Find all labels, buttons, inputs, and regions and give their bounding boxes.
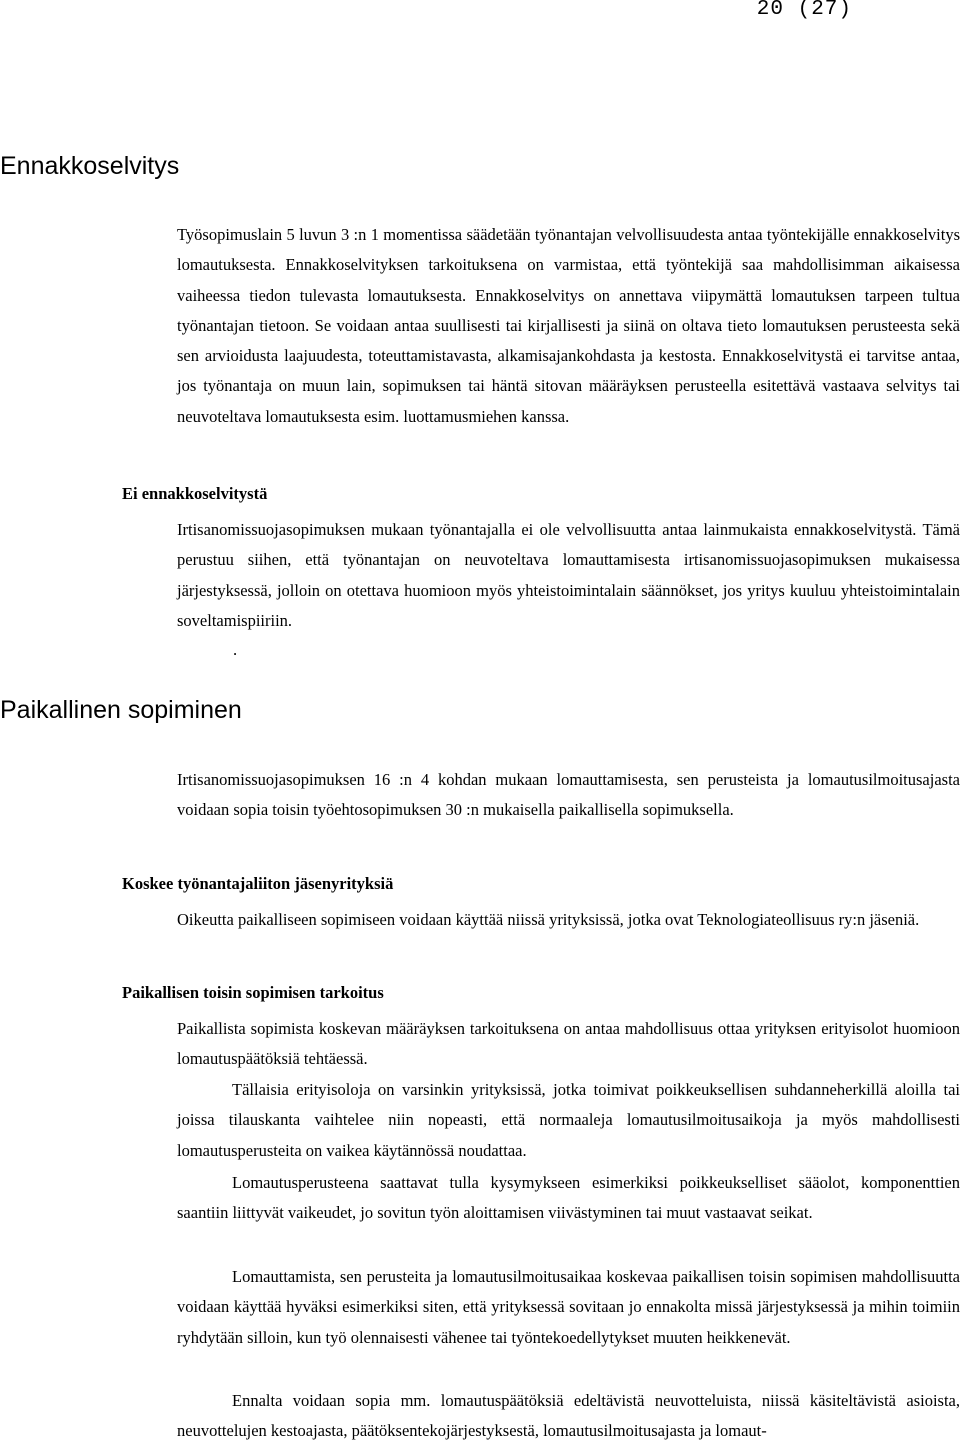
paragraph-tarkoitus-1: Paikallista sopimista koskevan määräyksen tarkoituksena on antaa mahdollisuus ottaa yrityksen erityisolot huomioon lomautuspäätöksiä tehtäessä. bbox=[177, 1019, 960, 1069]
stray-mark: . bbox=[233, 640, 238, 659]
subheading-tarkoitus: Paikallisen toisin sopimisen tarkoitus bbox=[122, 983, 384, 1002]
section-title-ennakkoselvitys: Ennakkoselvitys bbox=[0, 152, 180, 180]
page-number: 20 (27) bbox=[756, 0, 852, 21]
paragraph-tarkoitus-3: Lomautusperusteena saattavat tulla kysymykseen esimerkiksi poikkeukselliset sääolot, komponenttien saantiin liittyvät vaikeudet, jo sovitun työn aloittamisen viivästyminen tai muut vastaavat seikat. bbox=[177, 1173, 960, 1223]
section-title-paikallinen-sopiminen: Paikallinen sopiminen bbox=[0, 696, 242, 724]
paragraph-ei-ennakkoselvitysta: Irtisanomissuojasopimuksen mukaan työnantajalla ei ole velvollisuutta antaa lainmukaista ennakkoselvitystä. Tämä perustuu siihen, että työnantajan on neuvoteltava lomauttamisesta irtisanomissuojasopimuksen mukaisessa järjestyksessä, jolloin on otettava huomioon myös yhteistoimintalain säännökset, jos yritys kuuluu yhteistoimintalain soveltamispiiriin. bbox=[177, 520, 960, 630]
paragraph-ennakkoselvitys: Työsopimuslain 5 luvun 3 :n 1 momentissa säädetään työnantajan velvollisuudesta antaa työntekijälle ennakkoselvitys lomautuksesta. Ennakkoselvityksen tarkoituksena on varmistaa, että työntekijä saa mahdollisimman aikaisessa vaiheessa tiedon tulevasta lomautuksesta. Ennakkoselvitys on annettava viipymättä lomautuksen tarpeen tultua työnantajan tietoon. Se voidaan antaa suullisesti tai kirjallisesti ja siinä on oltava tieto lomautuksen perusteesta sekä sen arvioidusta laajuudesta, toteuttamistavasta, alkamisajankohdasta ja kestosta. Ennakkoselvitystä ei tarvitse antaa, jos työnantaja on muun lain, sopimuksen tai häntä sitovan määräyksen perusteella esitettävä vastaava selvitys tai neuvoteltava lomautuksesta esim. luottamusmiehen kanssa. bbox=[177, 225, 960, 426]
paragraph-tarkoitus-5: Ennalta voidaan sopia mm. lomautuspäätöksiä edeltävistä neuvotteluista, niissä käsiteltävistä asioista, neuvottelujen kestoajasta, päätöksentekojärjestyksestä, lomautusilmoitusajasta ja lomaut- bbox=[177, 1391, 960, 1441]
subheading-ei-ennakkoselvitysta: Ei ennakkoselvitystä bbox=[122, 484, 268, 503]
paragraph-tarkoitus-2: Tällaisia erityisoloja on varsinkin yrityksissä, jotka toimivat poikkeuksellisen suhdanneherkillä aloilla tai joissa tilauskanta vaihtelee niin nopeasti, että normaaleja lomautusilmoitusaikoja ja myös mahdollisesti lomautusperusteita on vaikea käytännössä noudattaa. bbox=[177, 1080, 960, 1160]
paragraph-koskee: Oikeutta paikalliseen sopimiseen voidaan käyttää niissä yrityksissä, jotka ovat Teknologiateollisuus ry:n jäseniä. bbox=[177, 910, 920, 929]
paragraph-paikallinen-sopiminen: Irtisanomissuojasopimuksen 16 :n 4 kohdan mukaan lomauttamisesta, sen perusteista ja lomautusilmoitusajasta voidaan sopia toisin työehtosopimuksen 30 :n mukaisella paikallisella sopimuksella. bbox=[177, 770, 960, 820]
subheading-koskee: Koskee työnantajaliiton jäsenyrityksiä bbox=[122, 874, 394, 893]
paragraph-tarkoitus-4: Lomauttamista, sen perusteita ja lomautusilmoitusaikaa koskevaa paikallisen toisin sopimisen mahdollisuutta voidaan käyttää hyväksi esimerkiksi siten, että yrityksessä sovitaan jo ennakolta missä järjestyksessä ja mihin toimiin ryhdytään silloin, kun työ olennaisesti vähenee tai työntekoedellytykset muuten heikkenevät. bbox=[177, 1267, 960, 1347]
